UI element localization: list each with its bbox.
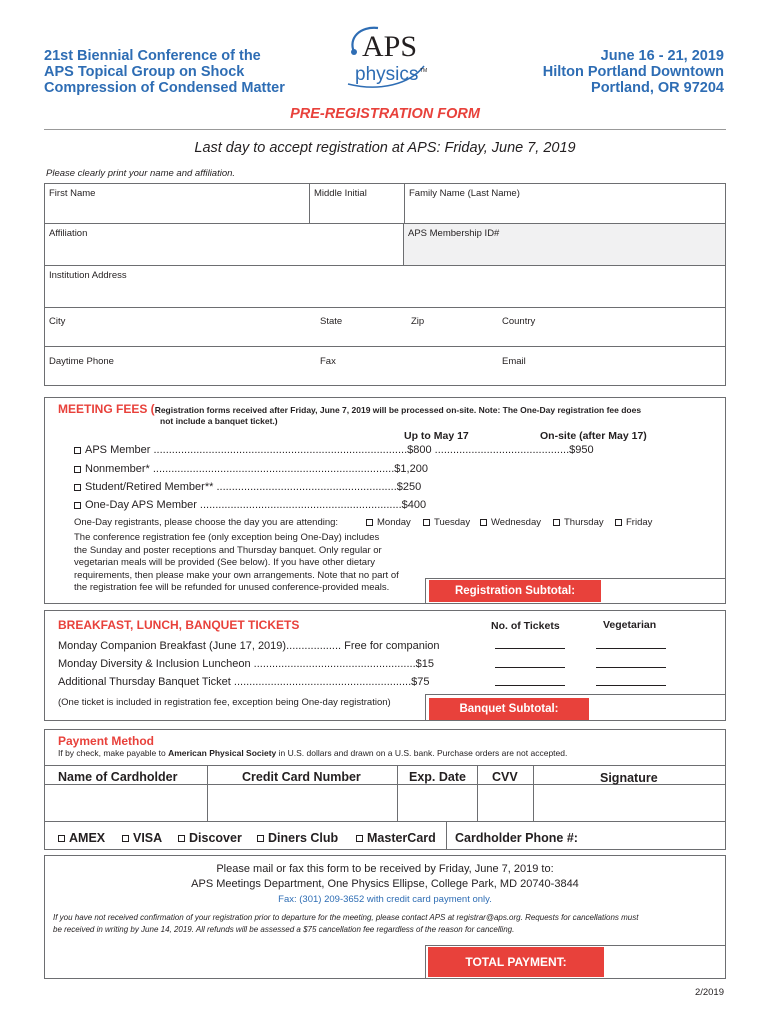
membership-id-label: APS Membership ID#	[408, 228, 500, 239]
conference-title-line: Compression of Condensed Matter	[44, 80, 285, 96]
info-line: requirements, then please make your own arrangements. Note that no part of	[74, 569, 399, 581]
payment-note-text: If by check, make payable to	[58, 748, 169, 758]
checkbox[interactable]	[356, 835, 363, 842]
checkbox[interactable]	[615, 519, 622, 526]
registration-subtotal-label: Registration Subtotal:	[429, 580, 601, 602]
institution-address-field[interactable]	[44, 265, 726, 308]
form-revision: 2/2019	[694, 987, 724, 998]
checkbox[interactable]	[366, 519, 373, 526]
fee-label: APS Member ...................................................................................$800 ............................................$950	[85, 444, 594, 456]
ticket-breakfast: Monday Companion Breakfast (June 17, 2019).................. Free for companion	[58, 640, 440, 652]
checkbox[interactable]	[74, 447, 81, 454]
breakfast-veg-input[interactable]	[596, 648, 666, 649]
banquet-veg-input[interactable]	[596, 685, 666, 686]
fax-instruction: Fax: (301) 209-3652 with credit card payment only.	[278, 894, 492, 905]
divider	[44, 821, 726, 822]
card-mastercard[interactable]	[356, 831, 436, 845]
checkbox[interactable]	[480, 519, 487, 526]
info-line: the Sunday and poster receptions and Thursday banquet. Only regular or	[74, 544, 382, 556]
col-vegetarian: Vegetarian	[603, 619, 657, 631]
signature-input[interactable]	[534, 785, 725, 821]
divider	[44, 129, 726, 130]
email-label: Email	[502, 356, 526, 367]
payment-note	[58, 748, 567, 758]
card-visa[interactable]	[122, 831, 162, 845]
col-no-tickets: No. of Tickets	[491, 620, 560, 632]
cardholder-phone-input[interactable]	[585, 823, 725, 849]
fee-aps-member[interactable]	[74, 444, 594, 456]
checkbox[interactable]	[257, 835, 264, 842]
city-row	[44, 307, 726, 347]
cancellation-note	[53, 912, 638, 936]
card-label: AMEX	[69, 831, 106, 845]
conference-date-line: Hilton Portland Downtown	[542, 64, 724, 80]
signature-header: Signature	[600, 771, 658, 785]
banquet-subtotal-label: Banquet Subtotal:	[429, 698, 589, 720]
cancellation-note-line: If you have not received confirmation of your registration prior to departure for the meeting, please contact APS at registrar@aps.org. Requests for cancellations must	[53, 913, 639, 922]
cvv-input[interactable]	[478, 785, 533, 821]
breakfast-tickets-input[interactable]	[495, 648, 565, 649]
state-label: State	[320, 316, 343, 327]
day-monday[interactable]	[366, 517, 411, 528]
mailing-address: APS Meetings Department, One Physics Ellipse, College Park, MD 20740-3844	[191, 878, 579, 890]
checkbox[interactable]	[122, 835, 129, 842]
payment-note-text: in U.S. dollars and drawn on a U.S. bank. Purchase orders are not accepted.	[276, 748, 568, 758]
conference-title-line: 21st Biennial Conference of the	[44, 48, 261, 64]
middle-initial-field[interactable]	[309, 183, 405, 224]
cancellation-note-line: be received in writing by June 14, 2019. All refunds will be assessed a $75 cancellation fee regardless of the reason for cancelling.	[53, 925, 515, 934]
fee-label: Student/Retired Member** ...........................................................$250	[85, 481, 422, 493]
fee-label: Nonmember* ...............................................................................$1,200	[85, 463, 428, 475]
conference-date-line: June 16 - 21, 2019	[600, 48, 724, 64]
checkbox[interactable]	[553, 519, 560, 526]
form-title: PRE-REGISTRATION FORM	[290, 106, 480, 122]
middle-initial-label: Middle Initial	[314, 188, 367, 199]
day-tuesday[interactable]	[423, 517, 470, 528]
day-friday[interactable]	[615, 517, 652, 528]
registration-info	[74, 532, 399, 595]
first-name-label: First Name	[49, 188, 96, 199]
card-label: MasterCard	[367, 831, 436, 845]
conference-title	[44, 48, 285, 96]
logo-aps-text: APS	[362, 30, 418, 63]
city-label: City	[49, 316, 66, 327]
fax-label: Fax	[320, 356, 336, 367]
payment-payee: American Physical Society	[168, 748, 277, 758]
affiliation-label: Affiliation	[49, 228, 88, 239]
banquet-tickets-input[interactable]	[495, 685, 565, 686]
info-line: vegetarian meals will be provided (See below). If you have other dietary	[74, 557, 375, 568]
exp-date-header: Exp. Date	[409, 770, 466, 784]
ticket-banquet: Additional Thursday Banquet Ticket ..........................................................$75	[58, 676, 430, 688]
daytime-phone-label: Daytime Phone	[49, 356, 114, 367]
day-wednesday[interactable]	[480, 517, 541, 528]
luncheon-tickets-input[interactable]	[495, 667, 565, 668]
cardholder-name-header: Name of Cardholder	[58, 770, 178, 784]
col-up-to-may: Up to May 17	[404, 430, 469, 442]
fee-oneday[interactable]	[74, 499, 426, 511]
ticket-note: (One ticket is included in registration fee, exception being One-day registration)	[58, 697, 391, 708]
divider	[44, 765, 726, 766]
mailing-line-1: Please mail or fax this form to be received by Friday, June 7, 2019 to:	[216, 863, 554, 875]
fee-student[interactable]	[74, 481, 421, 493]
deadline-text: Last day to accept registration at APS: Friday, June 7, 2019	[194, 140, 576, 156]
fee-nonmember[interactable]	[74, 463, 428, 475]
logo-tm-text: TM	[420, 68, 428, 74]
card-label: Discover	[189, 831, 242, 845]
affiliation-field[interactable]	[44, 223, 404, 266]
col-onsite: On-site (after May 17)	[540, 430, 647, 442]
checkbox[interactable]	[74, 484, 81, 491]
info-line: The conference registration fee (only exception being One-Day) includes	[74, 532, 380, 543]
tickets-title: BREAKFAST, LUNCH, BANQUET TICKETS	[58, 618, 300, 632]
checkbox[interactable]	[423, 519, 430, 526]
payment-title: Payment Method	[58, 734, 155, 748]
country-label: Country	[502, 316, 536, 327]
total-payment-label: TOTAL PAYMENT:	[428, 947, 604, 977]
meeting-fees-note-cont: not include a banquet ticket.)	[160, 416, 278, 426]
aps-physics-logo	[340, 22, 432, 90]
day-label: Friday	[626, 517, 653, 528]
oneday-day-prompt: One-Day registrants, please choose the day you are attending:	[74, 517, 339, 528]
divider	[446, 821, 447, 850]
meeting-fees-title: MEETING FEES (	[58, 402, 155, 416]
zip-label: Zip	[411, 316, 425, 327]
day-label: Monday	[377, 517, 411, 528]
meeting-fees-note: Registration forms received after Friday, June 7, 2019 will be processed on-site. Note: The One-Day registration fee does	[154, 405, 642, 415]
print-note: Please clearly print your name and affiliation.	[46, 168, 236, 179]
family-name-field[interactable]	[404, 183, 726, 224]
card-discover[interactable]	[178, 831, 242, 845]
checkbox[interactable]	[74, 466, 81, 473]
day-label: Thursday	[564, 517, 604, 528]
day-label: Wednesday	[491, 517, 541, 528]
first-name-field[interactable]	[44, 183, 310, 224]
card-label: VISA	[133, 831, 163, 845]
day-label: Tuesday	[434, 517, 471, 528]
card-amex[interactable]	[58, 831, 105, 845]
card-number-header: Credit Card Number	[242, 770, 361, 784]
logo-physics-text: physics	[355, 64, 419, 85]
cardholder-name-input[interactable]	[45, 785, 207, 821]
conference-title-line: APS Topical Group on Shock	[44, 64, 245, 80]
exp-date-input[interactable]	[398, 785, 477, 821]
fee-label: One-Day APS Member ..................................................................$400	[85, 499, 427, 511]
card-label: Diners Club	[268, 831, 339, 845]
conference-date-line: Portland, OR 97204	[591, 80, 724, 96]
cardholder-phone-label: Cardholder Phone #:	[455, 831, 578, 845]
day-thursday[interactable]	[553, 517, 604, 528]
checkbox[interactable]	[178, 835, 185, 842]
institution-address-label: Institution Address	[49, 270, 127, 281]
family-name-label: Family Name (Last Name)	[409, 188, 520, 199]
meeting-fees-header	[58, 402, 641, 416]
cvv-header: CVV	[492, 770, 518, 784]
checkbox[interactable]	[74, 502, 81, 509]
conference-dates	[543, 48, 724, 96]
info-line: the registration fee will be refunded for unused conference-provided meals.	[74, 582, 390, 593]
card-number-input[interactable]	[208, 785, 397, 821]
membership-id-field[interactable]	[403, 223, 726, 266]
card-diners[interactable]	[257, 831, 338, 845]
luncheon-veg-input[interactable]	[596, 667, 666, 668]
checkbox[interactable]	[58, 835, 65, 842]
ticket-luncheon: Monday Diversity & Inclusion Luncheon .....................................................$15	[58, 658, 434, 670]
